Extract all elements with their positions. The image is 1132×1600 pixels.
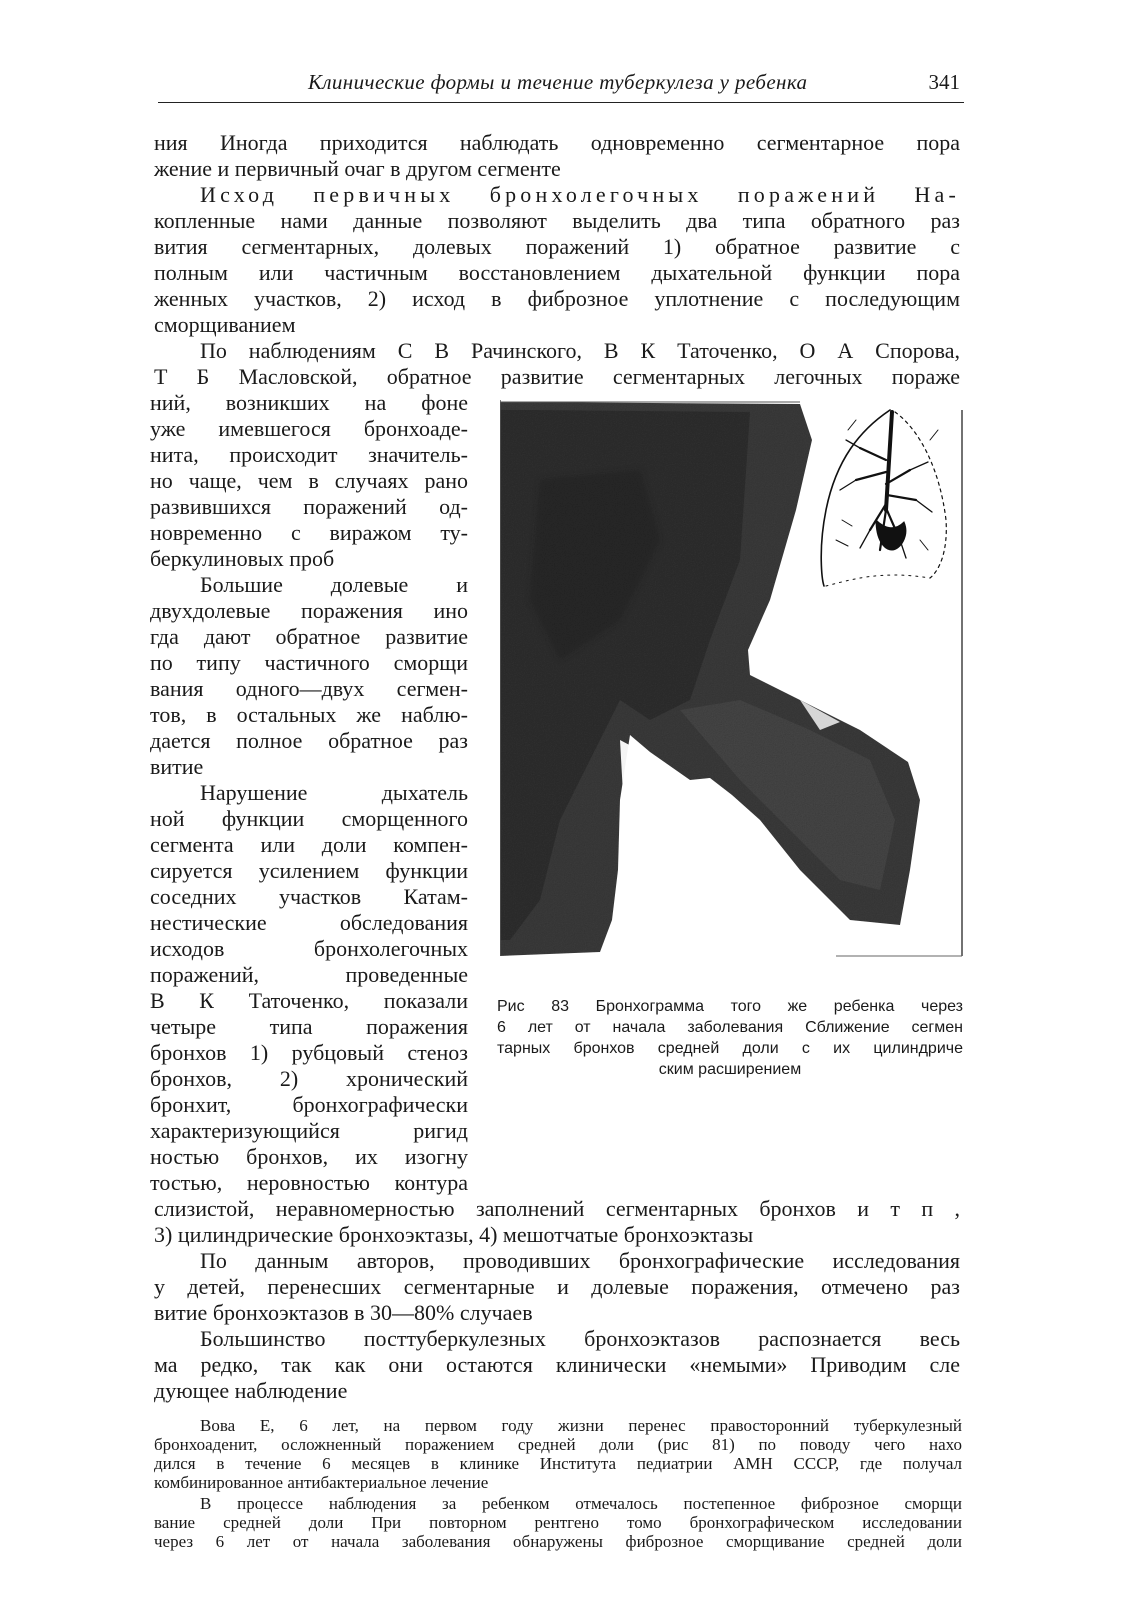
case-line: вание средней доли При повторном рентгено томо бронхографическом исследовании [154, 1513, 962, 1532]
body-line: копленные нами данные позволяют выделить два типа обратного раз [154, 208, 960, 233]
running-title: Клинические формы и течение туберкулеза у ребенка [308, 70, 808, 94]
body-line: 3) цилиндрические бронхоэктазы, 4) мешотчатые бронхоэктазы [154, 1222, 754, 1247]
body-line: ния Иногда приходится наблюдать одновременно сегментарное пора [154, 130, 960, 155]
column-line: поражений, проведенные [150, 962, 468, 987]
caption-line: Рис 83 Бронхограмма того же ребенка через [497, 998, 963, 1015]
column-line: гда дают обратное развитие [150, 624, 468, 649]
column-line: беркулиновых проб [150, 546, 335, 571]
case-line: бронхоаденит, осложненный поражением средней доли (рис 81) по поводу чего нахо [154, 1435, 962, 1454]
body-line: Большинство посттуберкулезных бронхоэктазов распознается весь [200, 1326, 960, 1351]
column-line: исходов бронхолегочных [150, 936, 468, 961]
column-line: двухдолевые поражения ино [150, 598, 468, 623]
body-line: жение и первичный очаг в другом сегменте [154, 156, 561, 181]
body-line: По данным авторов, проводивших бронхографические исследования [200, 1248, 960, 1273]
column-line: характеризующийся ригид [150, 1118, 468, 1143]
column-line: вания одного—двух сегмен- [150, 676, 468, 701]
column-line: тов, в остальных же наблю- [150, 702, 468, 727]
bronchogram-image [500, 400, 966, 960]
case-line: через 6 лет от начала заболевания обнаружены фиброзное сморщивание средней доли [154, 1532, 962, 1551]
column-line: сируется усилением функции [150, 858, 468, 883]
running-header [158, 66, 964, 103]
case-line: комбинированное антибактериальное лечение [154, 1473, 489, 1492]
figure-caption [497, 996, 963, 1080]
column-line: сегмента или доли компен- [150, 832, 468, 857]
column-line: Большие долевые и [200, 572, 468, 597]
case-line: дился в течение 6 месяцев в клинике Института педиатрии АМН СССР, где получал [154, 1454, 962, 1473]
bronchogram-figure [500, 400, 966, 960]
column-line: ной функции сморщенного [150, 806, 468, 831]
caption-line: ским расширением [658, 1061, 802, 1078]
section-heading-line: Исход первичных бронхолегочных поражений На- [200, 182, 960, 207]
column-line: ностью бронхов, их изогну [150, 1144, 468, 1169]
column-line: витие [150, 754, 204, 779]
column-line: соседних участков Катам- [150, 884, 468, 909]
column-line: дается полное обратное раз [150, 728, 468, 753]
case-line: В процессе наблюдения за ребенком отмечалось постепенное фиброзное сморщи [200, 1494, 962, 1513]
column-line: нита, происходит значитель- [150, 442, 468, 467]
body-line: ма редко, так как они остаются клинически «немыми» Приводим сле [154, 1352, 960, 1377]
column-line: развившихся поражений од- [150, 494, 468, 519]
column-line: но чаще, чем в случаях рано [150, 468, 468, 493]
body-line: слизистой, неравномерностью заполнений сегментарных бронхов и т п , [154, 1196, 960, 1221]
column-line: тостью, неровностью контура [150, 1170, 468, 1195]
body-line: дующее наблюдение [154, 1378, 348, 1403]
case-line: Вова Е, 6 лет, на первом году жизни перенес правосторонний туберкулезный [200, 1416, 962, 1435]
column-line: бронхов, 2) хронический [150, 1066, 468, 1091]
column-line: нестические обследования [150, 910, 468, 935]
column-line: бронхит, бронхографически [150, 1092, 468, 1117]
body-line: витие бронхоэктазов в 30—80% случаев [154, 1300, 533, 1325]
body-line: Т Б Масловской, обратное развитие сегментарных легочных пораже [154, 364, 960, 389]
column-line: бронхов 1) рубцовый стеноз [150, 1040, 468, 1065]
column-line: новременно с виражом ту- [150, 520, 468, 545]
body-line: По наблюдениям С В Рачинского, В К Таточенко, О А Спорова, [200, 338, 960, 363]
column-line: по типу частичного сморщи [150, 650, 468, 675]
column-line: уже имевшегося бронхоаде- [150, 416, 468, 441]
caption-line: тарных бронхов средней доли с их цилиндриче [497, 1040, 963, 1057]
page-number: 341 [928, 70, 960, 94]
caption-line: 6 лет от начала заболевания Сближение сегмен [497, 1019, 963, 1036]
body-line: сморщиванием [154, 312, 296, 337]
column-line: В К Таточенко, показали [150, 988, 468, 1013]
column-line: Нарушение дыхатель [200, 780, 468, 805]
column-line: четыре типа поражения [150, 1014, 468, 1039]
body-line: женных участков, 2) исход в фиброзное уплотнение с последующим [154, 286, 960, 311]
body-line: вития сегментарных, долевых поражений 1) обратное развитие с [154, 234, 960, 259]
body-line: полным или частичным восстановлением дыхательной функции пора [154, 260, 960, 285]
column-line: ний, возникших на фоне [150, 390, 468, 415]
body-line: у детей, перенесших сегментарные и долевые поражения, отмечено раз [154, 1274, 960, 1299]
